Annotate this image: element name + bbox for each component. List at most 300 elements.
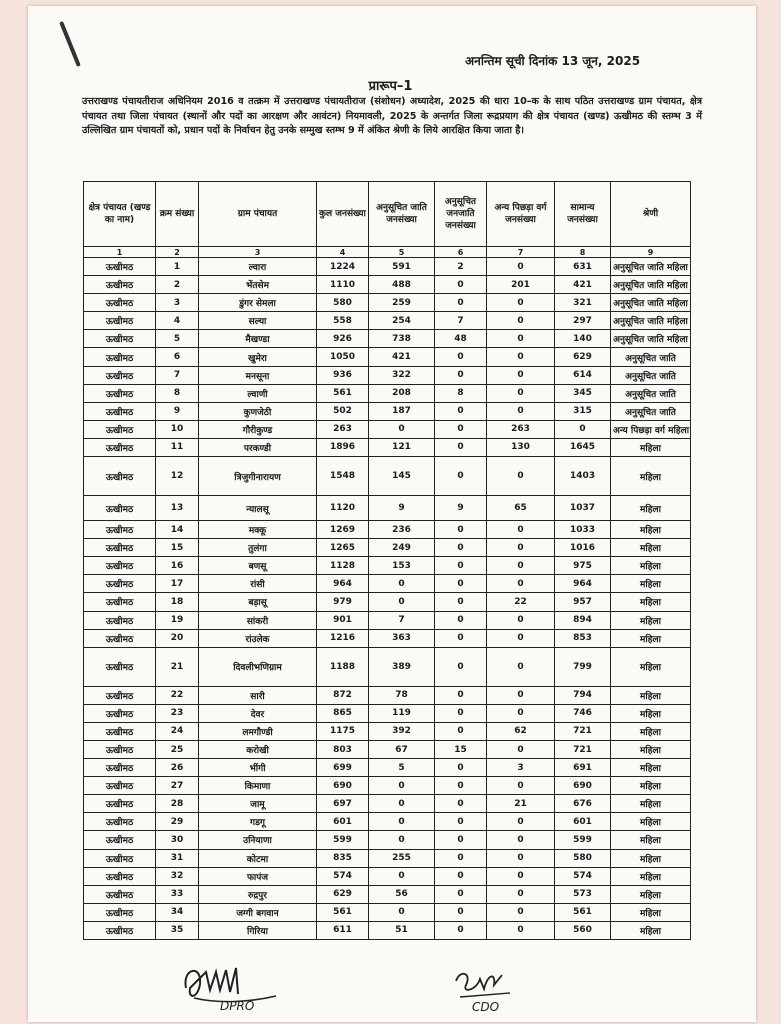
table-cell: 561: [317, 903, 369, 921]
table-cell: 16: [156, 557, 199, 575]
table-cell: 853: [555, 629, 611, 647]
table-row: [84, 611, 691, 629]
table-row: [84, 438, 691, 456]
table-cell: 259: [369, 294, 435, 312]
table-cell: 78: [369, 686, 435, 704]
column-header: श्रेणी: [611, 182, 691, 247]
table-cell: 591: [369, 258, 435, 276]
table-cell: 0: [435, 438, 487, 456]
cdo-signature-text: CDO: [472, 1000, 500, 1014]
table-cell: मैखण्डा: [199, 330, 317, 348]
table-cell: 561: [317, 384, 369, 402]
dpro-signature-text: DPRO: [220, 999, 255, 1013]
table-cell: महिला: [611, 539, 691, 557]
table-cell: 0: [487, 849, 555, 867]
table-cell: 321: [555, 294, 611, 312]
table-cell: 7: [369, 611, 435, 629]
table-cell: 0: [435, 276, 487, 294]
table-cell: ल्वाणी: [199, 384, 317, 402]
table-cell: जामू: [199, 795, 317, 813]
table-cell: 957: [555, 593, 611, 611]
table-cell: 1645: [555, 438, 611, 456]
table-cell: कोटमा: [199, 849, 317, 867]
table-cell: 964: [317, 575, 369, 593]
table-cell: किमाणा: [199, 777, 317, 795]
table-cell: ऊखीमठ: [84, 704, 156, 722]
table-cell: 9: [435, 496, 487, 521]
table-cell: 0: [487, 366, 555, 384]
table-row: [84, 647, 691, 686]
table-cell: ऊखीमठ: [84, 457, 156, 496]
table-cell: 5: [156, 330, 199, 348]
table-cell: ऊखीमठ: [84, 276, 156, 294]
table-cell: 4: [156, 312, 199, 330]
table-cell: 0: [487, 903, 555, 921]
table-cell: 35: [156, 921, 199, 939]
table-cell: महिला: [611, 813, 691, 831]
table-cell: 7: [156, 366, 199, 384]
table-cell: 0: [369, 575, 435, 593]
table-row: [84, 885, 691, 903]
table-cell: ऊखीमठ: [84, 759, 156, 777]
table-cell: 236: [369, 521, 435, 539]
column-header: कुल जनसंख्या: [317, 182, 369, 247]
table-cell: 67: [369, 740, 435, 758]
table-cell: 0: [487, 258, 555, 276]
table-cell: अनुसूचित जाति महिला: [611, 330, 691, 348]
table-cell: ऊखीमठ: [84, 722, 156, 740]
table-cell: 0: [487, 867, 555, 885]
table-cell: 0: [435, 348, 487, 366]
table-cell: 5: [369, 759, 435, 777]
table-cell: 1110: [317, 276, 369, 294]
column-number: 5: [369, 247, 435, 258]
table-cell: 1269: [317, 521, 369, 539]
table-cell: 255: [369, 849, 435, 867]
table-row: [84, 420, 691, 438]
table-cell: ऊखीमठ: [84, 867, 156, 885]
table-cell: 8: [156, 384, 199, 402]
table-cell: 894: [555, 611, 611, 629]
table-cell: 1120: [317, 496, 369, 521]
table-cell: 0: [435, 539, 487, 557]
table-row: [84, 457, 691, 496]
table-cell: ऊखीमठ: [84, 366, 156, 384]
table-cell: महिला: [611, 795, 691, 813]
table-cell: गिरिया: [199, 921, 317, 939]
table-cell: 872: [317, 686, 369, 704]
table-cell: 926: [317, 330, 369, 348]
column-number: 4: [317, 247, 369, 258]
table-cell: 561: [555, 903, 611, 921]
table-row: [84, 521, 691, 539]
table-cell: 0: [487, 312, 555, 330]
table-cell: ऊखीमठ: [84, 903, 156, 921]
table-cell: 0: [435, 759, 487, 777]
table-cell: 0: [487, 402, 555, 420]
table-cell: रांसी: [199, 575, 317, 593]
table-cell: ऊखीमठ: [84, 294, 156, 312]
table-cell: 0: [435, 686, 487, 704]
table-cell: 631: [555, 258, 611, 276]
table-row: [84, 294, 691, 312]
table-row: [84, 903, 691, 921]
table-cell: 690: [555, 777, 611, 795]
table-cell: महिला: [611, 611, 691, 629]
table-cell: 421: [369, 348, 435, 366]
table-cell: 153: [369, 557, 435, 575]
table-row: [84, 831, 691, 849]
table-cell: 558: [317, 312, 369, 330]
column-number: 9: [611, 247, 691, 258]
table-cell: 979: [317, 593, 369, 611]
table-cell: ऊखीमठ: [84, 557, 156, 575]
column-number: 2: [156, 247, 199, 258]
table-row: [84, 921, 691, 939]
table-cell: 1: [156, 258, 199, 276]
table-cell: 0: [369, 795, 435, 813]
table-cell: 611: [317, 921, 369, 939]
column-number: 7: [487, 247, 555, 258]
table-cell: 574: [317, 867, 369, 885]
table-row: [84, 575, 691, 593]
table-cell: 345: [555, 384, 611, 402]
table-cell: 2: [156, 276, 199, 294]
table-cell: 32: [156, 867, 199, 885]
table-cell: 574: [555, 867, 611, 885]
table-cell: जग्गी बगवान: [199, 903, 317, 921]
table-cell: 0: [369, 867, 435, 885]
table-cell: 17: [156, 575, 199, 593]
table-cell: 580: [317, 294, 369, 312]
table-cell: 0: [487, 521, 555, 539]
table-cell: 322: [369, 366, 435, 384]
table-cell: 0: [435, 704, 487, 722]
table-cell: 27: [156, 777, 199, 795]
table-cell: 1128: [317, 557, 369, 575]
table-row: [84, 777, 691, 795]
table-cell: ऊखीमठ: [84, 258, 156, 276]
table-cell: 0: [369, 831, 435, 849]
table-cell: 0: [435, 831, 487, 849]
table-cell: 25: [156, 740, 199, 758]
table-cell: 0: [435, 557, 487, 575]
table-cell: ऊखीमठ: [84, 402, 156, 420]
table-cell: महिला: [611, 704, 691, 722]
table-cell: 1188: [317, 647, 369, 686]
table-cell: 19: [156, 611, 199, 629]
table-cell: सारी: [199, 686, 317, 704]
table-cell: ऊखीमठ: [84, 885, 156, 903]
table-row: [84, 813, 691, 831]
table-cell: अनुसूचित जाति महिला: [611, 258, 691, 276]
table-cell: 0: [487, 777, 555, 795]
table-cell: ऊखीमठ: [84, 420, 156, 438]
table-cell: 1403: [555, 457, 611, 496]
table-cell: 3: [487, 759, 555, 777]
table-cell: 835: [317, 849, 369, 867]
table-cell: 201: [487, 276, 555, 294]
table-cell: कुणजेठी: [199, 402, 317, 420]
table-cell: अनुसूचित जाति: [611, 366, 691, 384]
table-row: [84, 496, 691, 521]
table-cell: 1016: [555, 539, 611, 557]
table-cell: ऊखीमठ: [84, 593, 156, 611]
table-cell: 0: [487, 704, 555, 722]
table-cell: 33: [156, 885, 199, 903]
table-cell: 0: [435, 795, 487, 813]
table-cell: 0: [435, 867, 487, 885]
table-cell: 738: [369, 330, 435, 348]
table-cell: 22: [487, 593, 555, 611]
table-cell: महिला: [611, 521, 691, 539]
table-cell: 0: [487, 348, 555, 366]
table-cell: 15: [156, 539, 199, 557]
table-cell: ऊखीमठ: [84, 496, 156, 521]
column-header: अन्य पिछड़ा वर्ग जनसंख्या: [487, 182, 555, 247]
table-cell: महिला: [611, 885, 691, 903]
column-header: क्रम संख्या: [156, 182, 199, 247]
table-cell: 421: [555, 276, 611, 294]
table-cell: ऊखीमठ: [84, 813, 156, 831]
column-number: 8: [555, 247, 611, 258]
column-header: अनुसूचित जनजाति जनसंख्या: [435, 182, 487, 247]
table-cell: महिला: [611, 777, 691, 795]
table-cell: 691: [555, 759, 611, 777]
table-cell: महिला: [611, 557, 691, 575]
table-cell: 0: [435, 722, 487, 740]
table-cell: 0: [487, 921, 555, 939]
table-cell: 488: [369, 276, 435, 294]
table-cell: 51: [369, 921, 435, 939]
table-row: [84, 348, 691, 366]
table-cell: 690: [317, 777, 369, 795]
table-cell: 1175: [317, 722, 369, 740]
table-cell: 0: [369, 420, 435, 438]
table-cell: महिला: [611, 867, 691, 885]
table-cell: 0: [487, 611, 555, 629]
reservation-table: [83, 181, 691, 940]
table-cell: 0: [487, 647, 555, 686]
table-cell: 964: [555, 575, 611, 593]
column-header: ग्राम पंचायत: [199, 182, 317, 247]
table-cell: 614: [555, 366, 611, 384]
table-row: [84, 704, 691, 722]
table-cell: 0: [487, 575, 555, 593]
table-cell: 0: [435, 402, 487, 420]
table-cell: 119: [369, 704, 435, 722]
table-cell: 297: [555, 312, 611, 330]
table-cell: महिला: [611, 575, 691, 593]
table-cell: भींगी: [199, 759, 317, 777]
table-cell: 0: [435, 294, 487, 312]
table-cell: भेंतसेम: [199, 276, 317, 294]
table-cell: 0: [435, 777, 487, 795]
table-row: [84, 539, 691, 557]
table-cell: 31: [156, 849, 199, 867]
table-cell: महिला: [611, 457, 691, 496]
table-cell: फापंज: [199, 867, 317, 885]
table-cell: महिला: [611, 496, 691, 521]
table-cell: 1037: [555, 496, 611, 521]
table-cell: ऊखीमठ: [84, 348, 156, 366]
table-cell: 363: [369, 629, 435, 647]
table-cell: 1050: [317, 348, 369, 366]
pen-mark: [59, 21, 81, 67]
table-cell: 676: [555, 795, 611, 813]
table-cell: 0: [435, 611, 487, 629]
table-cell: 0: [435, 885, 487, 903]
table-cell: ऊखीमठ: [84, 849, 156, 867]
table-cell: 263: [317, 420, 369, 438]
table-cell: ऊखीमठ: [84, 795, 156, 813]
table-cell: मनसूना: [199, 366, 317, 384]
form-title: प्रारूप–1: [368, 79, 413, 94]
table-cell: 56: [369, 885, 435, 903]
table-cell: 30: [156, 831, 199, 849]
table-cell: 599: [317, 831, 369, 849]
table-cell: 0: [487, 885, 555, 903]
column-header: सामान्य जनसंख्या: [555, 182, 611, 247]
table-cell: महिला: [611, 629, 691, 647]
table-cell: 0: [435, 813, 487, 831]
column-number-row: [84, 247, 691, 258]
dpro-signature: [180, 958, 280, 1014]
table-cell: 0: [369, 777, 435, 795]
table-cell: डुंगर सेमला: [199, 294, 317, 312]
table-cell: 629: [317, 885, 369, 903]
table-cell: 8: [435, 384, 487, 402]
table-cell: करोखी: [199, 740, 317, 758]
table-cell: 721: [555, 722, 611, 740]
table-cell: 9: [369, 496, 435, 521]
table-cell: महिला: [611, 722, 691, 740]
table-cell: ऊखीमठ: [84, 611, 156, 629]
table-cell: तुलंगा: [199, 539, 317, 557]
table-cell: महिला: [611, 831, 691, 849]
table-cell: 263: [487, 420, 555, 438]
table-cell: 140: [555, 330, 611, 348]
table-cell: ऊखीमठ: [84, 831, 156, 849]
table-cell: 573: [555, 885, 611, 903]
table-cell: महिला: [611, 921, 691, 939]
table-row: [84, 276, 691, 294]
table-row: [84, 722, 691, 740]
table-cell: अनुसूचित जाति महिला: [611, 294, 691, 312]
table-cell: 0: [435, 575, 487, 593]
table-row: [84, 759, 691, 777]
table-cell: उनियाणा: [199, 831, 317, 849]
table-cell: न्यालसू: [199, 496, 317, 521]
table-cell: 254: [369, 312, 435, 330]
table-cell: ल्वारा: [199, 258, 317, 276]
column-number: 6: [435, 247, 487, 258]
table-cell: ऊखीमठ: [84, 740, 156, 758]
table-cell: 721: [555, 740, 611, 758]
table-cell: महिला: [611, 740, 691, 758]
table-cell: लमगौण्डी: [199, 722, 317, 740]
table-cell: महिला: [611, 849, 691, 867]
table-cell: 0: [435, 366, 487, 384]
table-row: [84, 686, 691, 704]
table-cell: 24: [156, 722, 199, 740]
table-cell: 0: [487, 557, 555, 575]
table-cell: रुद्रपुर: [199, 885, 317, 903]
table-cell: 26: [156, 759, 199, 777]
table-cell: गौरीकुण्ड: [199, 420, 317, 438]
table-cell: 34: [156, 903, 199, 921]
table-row: [84, 740, 691, 758]
table-cell: 392: [369, 722, 435, 740]
cdo-signature: [450, 965, 520, 1015]
table-cell: 803: [317, 740, 369, 758]
table-cell: अनुसूचित जाति महिला: [611, 276, 691, 294]
table-cell: ऊखीमठ: [84, 686, 156, 704]
table-cell: 13: [156, 496, 199, 521]
table-cell: बणसू: [199, 557, 317, 575]
table-cell: 14: [156, 521, 199, 539]
table-cell: 315: [555, 402, 611, 420]
table-cell: दिवलीभणिग्राम: [199, 647, 317, 686]
table-cell: 65: [487, 496, 555, 521]
table-cell: ऊखीमठ: [84, 647, 156, 686]
table-cell: 1216: [317, 629, 369, 647]
table-cell: 1224: [317, 258, 369, 276]
table-cell: 11: [156, 438, 199, 456]
column-number: 1: [84, 247, 156, 258]
table-cell: 1265: [317, 539, 369, 557]
table-cell: 1033: [555, 521, 611, 539]
table-cell: 0: [487, 294, 555, 312]
table-cell: देवर: [199, 704, 317, 722]
table-cell: ऊखीमठ: [84, 312, 156, 330]
table-cell: अनुसूचित जाति: [611, 402, 691, 420]
table-cell: 0: [487, 831, 555, 849]
table-cell: 12: [156, 457, 199, 496]
table-cell: 865: [317, 704, 369, 722]
table-cell: 0: [555, 420, 611, 438]
table-cell: 601: [317, 813, 369, 831]
table-row: [84, 849, 691, 867]
table-cell: अनुसूचित जाति: [611, 384, 691, 402]
table-cell: महिला: [611, 686, 691, 704]
table-cell: 746: [555, 704, 611, 722]
table-cell: 0: [487, 686, 555, 704]
table-cell: 6: [156, 348, 199, 366]
table-cell: सांकरी: [199, 611, 317, 629]
table-cell: 502: [317, 402, 369, 420]
table-cell: 0: [435, 849, 487, 867]
table-cell: 0: [435, 521, 487, 539]
table-cell: 21: [487, 795, 555, 813]
final-list-date: अनन्तिम सूची दिनांक 13 जून, 2025: [465, 54, 641, 68]
header-row: [84, 182, 691, 247]
table-cell: 0: [369, 593, 435, 611]
table-cell: ऊखीमठ: [84, 438, 156, 456]
table-cell: अनुसूचित जाति महिला: [611, 312, 691, 330]
table-cell: 0: [487, 539, 555, 557]
table-cell: 121: [369, 438, 435, 456]
table-cell: 20: [156, 629, 199, 647]
table-cell: 601: [555, 813, 611, 831]
table-cell: महिला: [611, 903, 691, 921]
table-row: [84, 795, 691, 813]
table-cell: 21: [156, 647, 199, 686]
table-cell: 1896: [317, 438, 369, 456]
table-cell: परकण्डी: [199, 438, 317, 456]
table-row: [84, 629, 691, 647]
table-cell: 0: [369, 813, 435, 831]
